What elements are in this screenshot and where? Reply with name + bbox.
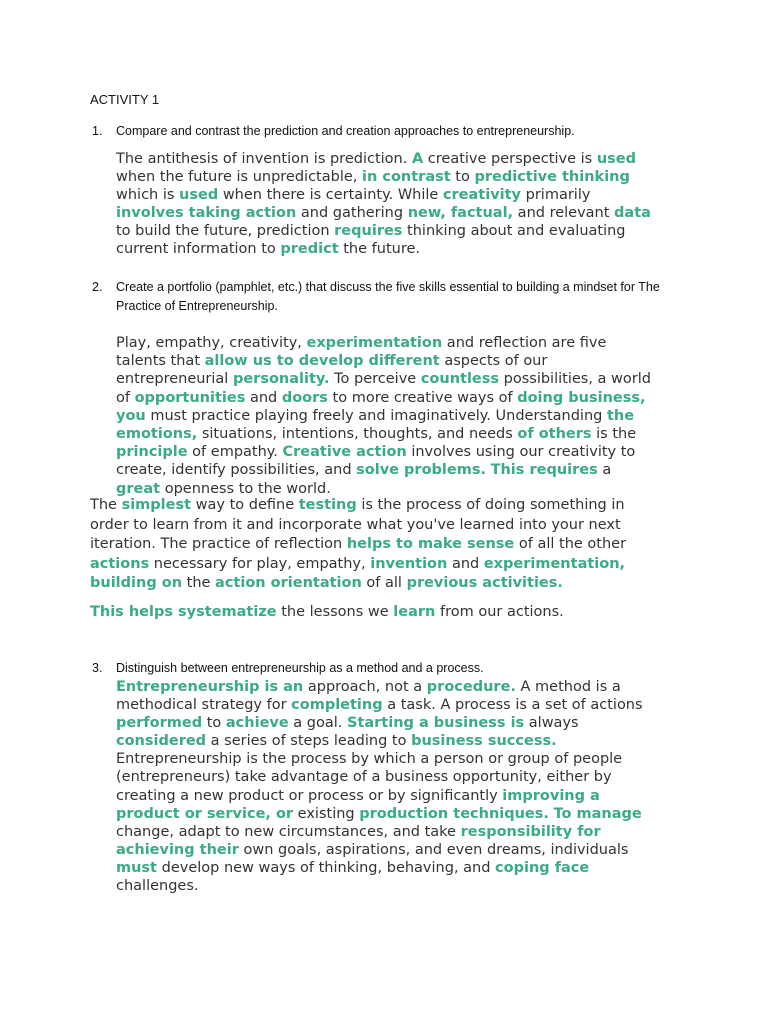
question-text: Create a portfolio (pamphlet, etc.) that discuss the five skills essential to building a mindset for The Practice of Entrepreneurship.	[116, 280, 660, 313]
text-run: methodical strategy for	[116, 697, 292, 714]
text-run: A method is a	[515, 679, 621, 695]
text-run: Play, empathy, creativity,	[116, 335, 307, 351]
text-run: must practice playing freely and imaginatively. Understanding	[145, 407, 607, 424]
text-run: of all the other	[514, 536, 627, 553]
text-run: approach, not a	[303, 679, 427, 695]
text-run: primarily	[521, 187, 591, 203]
text-run: aspects of our	[439, 353, 548, 370]
answer-line	[116, 352, 651, 370]
text-run: own goals, aspirations, and even dreams, individuals	[238, 841, 629, 858]
answer-line	[116, 768, 643, 786]
highlighted-text: building on	[90, 575, 183, 592]
highlighted-text: procedure.	[426, 679, 516, 695]
question-1	[92, 122, 682, 141]
text-run: is the process of doing something in	[356, 497, 625, 513]
highlighted-text: of others	[517, 426, 592, 443]
highlighted-text: production techniques.	[359, 805, 549, 822]
highlighted-text: action orientation	[215, 575, 362, 592]
question-number: 3.	[92, 661, 103, 675]
answer-line	[90, 574, 626, 594]
text-run: necessary for play, empathy,	[149, 555, 371, 572]
highlighted-text: principle	[116, 444, 188, 461]
highlighted-text: coping face	[495, 859, 590, 876]
text-run: creative perspective is	[423, 151, 597, 167]
answer-line	[116, 389, 651, 407]
answer-line	[90, 535, 626, 555]
highlighted-text: allow us to develop different	[204, 353, 440, 370]
text-run: openness to the world.	[160, 480, 331, 497]
answer-line	[90, 603, 564, 623]
highlighted-text: To manage	[553, 805, 642, 822]
highlighted-text: actions	[90, 555, 150, 572]
highlighted-text: requires	[334, 223, 403, 239]
highlighted-text: experimentation,	[483, 555, 626, 572]
highlighted-text: helps to make sense	[346, 536, 515, 553]
text-run: and gathering	[296, 205, 408, 221]
highlighted-text: testing	[298, 497, 357, 513]
text-run: develop new ways of thinking, behaving, and	[157, 859, 496, 876]
text-run: talents that	[116, 353, 205, 370]
text-run: when the future is unpredictable,	[116, 169, 363, 185]
highlighted-text: simplest	[121, 497, 192, 513]
highlighted-text: you	[116, 407, 146, 424]
highlighted-text: This requires	[490, 462, 598, 479]
answer-line	[116, 168, 651, 186]
answer-line	[116, 859, 643, 877]
answer-line	[116, 678, 643, 696]
text-run: of	[116, 389, 135, 406]
highlighted-text: used	[596, 151, 636, 167]
text-run: (entrepreneurs) take advantage of a business opportunity, either by	[116, 769, 612, 786]
text-run: possibilities, a world	[499, 371, 651, 388]
text-run: a task. A process is a set of actions	[382, 697, 643, 714]
answer-1	[116, 150, 651, 258]
highlighted-text: learn	[393, 604, 436, 620]
highlighted-text: Entrepreneurship is an	[116, 679, 304, 695]
highlighted-text: Starting a business is	[347, 715, 525, 732]
highlighted-text: Creative action	[282, 444, 407, 461]
answer-line	[116, 407, 651, 425]
answer-line	[116, 240, 651, 258]
highlighted-text: considered	[116, 733, 207, 750]
highlighted-text: opportunities	[134, 389, 246, 406]
highlighted-text: business success.	[411, 733, 557, 750]
text-run: situations, intentions, thoughts, and needs	[197, 426, 518, 443]
text-run: when there is certainty. While	[218, 187, 443, 203]
answer-line	[116, 714, 643, 732]
answer-line	[116, 150, 651, 168]
answer-line	[116, 461, 651, 479]
text-run: the	[182, 575, 216, 592]
text-run: way to define	[191, 497, 299, 513]
highlighted-text: doors	[281, 389, 328, 406]
text-run: to	[450, 169, 475, 185]
answer-line	[90, 555, 626, 575]
answer-2-continued	[90, 496, 626, 594]
highlighted-text: solve problems.	[356, 462, 486, 479]
highlighted-text: data	[614, 205, 651, 221]
highlighted-text: new, factual,	[407, 205, 514, 221]
answer-line	[116, 787, 643, 805]
answer-line	[116, 750, 643, 768]
answer-line	[116, 841, 643, 859]
highlighted-text: in contrast	[362, 169, 451, 185]
highlighted-text: A	[411, 151, 424, 167]
text-run: always	[524, 715, 579, 732]
text-run: and	[245, 389, 282, 406]
answer-line	[116, 443, 651, 461]
highlighted-text: completing	[291, 697, 383, 714]
question-number: 1.	[92, 124, 103, 138]
highlighted-text: achieve	[225, 715, 289, 732]
text-run: creating a new product or process or by significantly	[116, 787, 503, 804]
highlighted-text: must	[116, 859, 157, 876]
answer-line	[116, 425, 651, 443]
highlighted-text: predict	[280, 241, 339, 257]
text-run: a goal.	[288, 715, 347, 732]
answer-line	[116, 805, 643, 823]
text-run: change, adapt to new circumstances, and take	[116, 823, 461, 840]
answer-line	[116, 732, 643, 750]
text-run: entrepreneurial	[116, 371, 233, 388]
text-run: which is	[116, 187, 180, 203]
highlighted-text: performed	[116, 715, 203, 732]
highlighted-text: product or service, or	[116, 805, 294, 822]
highlighted-text: responsibility for	[460, 823, 601, 840]
text-run: To perceive	[329, 371, 421, 388]
answer-line	[90, 516, 626, 536]
question-number: 2.	[92, 280, 103, 294]
highlighted-text: involves taking action	[116, 205, 297, 221]
text-run: from our actions.	[435, 604, 564, 620]
highlighted-text: great	[116, 480, 161, 497]
text-run: and relevant	[513, 205, 615, 221]
text-run: thinking about and evaluating	[402, 223, 626, 239]
highlighted-text: used	[179, 187, 219, 203]
text-run: of empathy.	[187, 444, 283, 461]
highlighted-text: experimentation	[306, 335, 443, 351]
highlighted-text: previous activities.	[406, 575, 563, 592]
question-text: Distinguish between entrepreneurship as a method and a process.	[116, 661, 484, 675]
text-run: a	[597, 462, 612, 479]
text-run: the future.	[338, 241, 420, 257]
text-run: to more creative ways of	[327, 389, 518, 406]
highlighted-text: invention	[370, 555, 448, 572]
text-run: the lessons we	[276, 604, 394, 620]
text-run: existing	[293, 805, 360, 822]
answer-line	[116, 696, 643, 714]
answer-line	[116, 334, 651, 352]
answer-2-closing	[90, 603, 564, 623]
text-run: involves using our creativity to	[406, 444, 636, 461]
text-run: Entrepreneurship is the process by which a person or group of people	[116, 751, 623, 768]
activity-title: ACTIVITY 1	[90, 92, 160, 107]
text-run: of all	[361, 575, 407, 592]
text-run: to	[202, 715, 226, 732]
answer-line	[116, 186, 651, 204]
text-run: The	[90, 497, 122, 513]
text-run: and	[447, 555, 484, 572]
text-run: and reflection are five	[442, 335, 607, 351]
answer-line	[116, 877, 643, 895]
answer-line	[116, 370, 651, 388]
text-run: current information to	[116, 241, 281, 257]
question-text: Compare and contrast the prediction and creation approaches to entrepreneurship.	[116, 124, 575, 138]
text-run: is the	[591, 426, 637, 443]
text-run: to build the future, prediction	[116, 223, 335, 239]
answer-line	[116, 222, 651, 240]
highlighted-text: the	[606, 407, 635, 424]
highlighted-text: predictive thinking	[474, 169, 630, 185]
highlighted-text: doing business,	[517, 389, 646, 406]
answer-line	[116, 823, 643, 841]
highlighted-text: improving a	[502, 787, 600, 804]
text-run: a series of steps leading to	[206, 733, 412, 750]
text-run: iteration. The practice of reflection	[90, 536, 347, 553]
text-run: order to learn from it and incorporate what you've learned into your next	[90, 516, 621, 533]
highlighted-text: creativity	[442, 187, 522, 203]
answer-line	[116, 204, 651, 222]
highlighted-text: This helps systematize	[90, 604, 277, 620]
highlighted-text: countless	[420, 371, 500, 388]
answer-3	[116, 678, 643, 895]
text-run: The antithesis of invention is prediction.	[116, 151, 412, 167]
highlighted-text: personality.	[232, 371, 330, 388]
highlighted-text: emotions,	[116, 426, 198, 443]
question-2	[92, 278, 682, 316]
highlighted-text: achieving their	[116, 841, 239, 858]
text-run: challenges.	[116, 878, 199, 895]
text-run: create, identify possibilities, and	[116, 462, 357, 479]
answer-2	[116, 334, 651, 498]
question-3	[92, 659, 682, 678]
answer-line	[90, 496, 626, 516]
